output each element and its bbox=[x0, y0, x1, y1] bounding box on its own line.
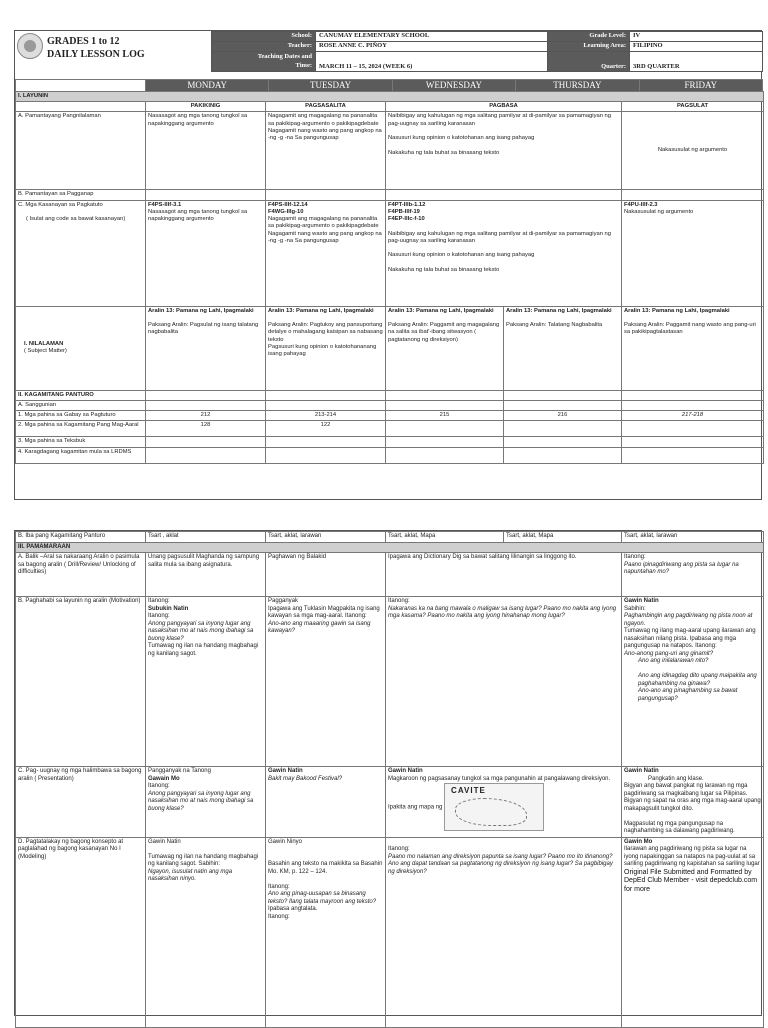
tb-thu bbox=[504, 437, 622, 447]
skill-pagsasalita: PAGSASALITA bbox=[266, 102, 386, 112]
gabay-mon: 212 bbox=[146, 411, 266, 421]
aralin-thu: Aralin 13: Pamana ng Lahi, Ipagmalaki bbox=[506, 307, 612, 314]
day-header-blank bbox=[16, 80, 146, 92]
row-label-balik-aral: A. Balik –Aral sa nakaraang Aralin o pasimula sa bagong aralin ( Drill/Review/ Unlocking of difficulties) bbox=[16, 553, 146, 597]
kag-fri bbox=[622, 390, 764, 400]
cell-b-friday bbox=[622, 190, 764, 200]
lesson-log-page-1 bbox=[14, 30, 762, 500]
tb-tue bbox=[266, 437, 386, 447]
lr-mon bbox=[146, 447, 266, 463]
grade-value: IV bbox=[630, 32, 763, 42]
lr-wed bbox=[386, 447, 504, 463]
a-wed-text-1: Naibibigay ang kahulugan ng mga salitang pamilyar at di-pamilyar sa pamamagiyan ng pag-uugnay sa sariling karanasan bbox=[388, 113, 611, 127]
tb-wed bbox=[386, 437, 504, 447]
cell-a-friday: Nakasusulat ng argumento bbox=[622, 112, 764, 190]
row-label-iba-pang-kagamitan: B. Iba pang Kagamitang Panturo bbox=[16, 532, 146, 543]
skill-pagsulat: PAGSULAT bbox=[622, 102, 764, 112]
lm-tue: 122 bbox=[266, 421, 386, 437]
pres-fri-2: Pangkatin ang klase. bbox=[648, 775, 704, 782]
dates-label-1: Teaching Dates and bbox=[257, 53, 312, 60]
school-label: School: bbox=[212, 32, 316, 42]
cell-b-wed-thu bbox=[386, 190, 622, 200]
brand-title bbox=[47, 35, 145, 61]
cell-c-monday bbox=[146, 200, 266, 306]
sang-tue bbox=[266, 400, 386, 410]
day-wednesday: WEDNESDAY bbox=[392, 80, 515, 92]
code-wed-3: F4EP-IIIc-f-10 bbox=[388, 216, 425, 223]
day-tuesday: TUESDAY bbox=[269, 80, 392, 92]
mot-fri-7: Ano ang idinagdag dito upang maipakita ang paghahambing na ginawa? bbox=[638, 673, 757, 687]
mot-mon-2: Subukin Natin bbox=[148, 605, 189, 612]
aa-fri-1: Itanong: bbox=[624, 554, 646, 560]
header bbox=[15, 31, 763, 71]
cell-nil-thursday bbox=[504, 306, 622, 390]
mot-wed-1: Itanong: bbox=[388, 598, 410, 604]
gabay-tue: 213-214 bbox=[266, 411, 386, 421]
nilalaman-sub: ( Subject Matter) bbox=[24, 348, 67, 355]
cell-nil-monday bbox=[146, 306, 266, 390]
pres-mon-4: Anong pangyayari sa inyong lugar ang nasaksihan mo at nais mong ibahagi sa buong klase? bbox=[148, 790, 254, 812]
mod-tue-6: Itanong: bbox=[268, 913, 290, 920]
kag2-tue: Tsart, aklat, larawan bbox=[266, 532, 386, 543]
kasanayan-label: C. Mga Kasanayan sa Pagkatuto bbox=[18, 201, 103, 208]
nil-tue-text-2: Pagsusuri kung opinion o katotohananang isang pahayag bbox=[268, 343, 377, 358]
c-fri-text: Nakasusulat ng argumento bbox=[624, 208, 694, 215]
quarter-value: 3RD QUARTER bbox=[630, 52, 763, 72]
row-label-pamantayan-sa-pagganap: B. Pamantayan sa Pagganap bbox=[16, 190, 146, 200]
mod-tue-5: Ipabasa angtalata. bbox=[268, 906, 318, 912]
mod-fri-1: Gawin Mo bbox=[624, 838, 653, 845]
nil-wed-text: Paksang Aralin: Paggamit ang magagalang na salita sa ibat'-ibang sitwasyon ( pagtatanong ng direksiyon) bbox=[388, 322, 500, 343]
section-layunin: I. LAYUNIN bbox=[16, 92, 764, 102]
mot-tue bbox=[266, 597, 386, 767]
aa-fri-2: Paano ipinagdiriwang ang pista sa lugar na napuntahan mo? bbox=[624, 561, 739, 575]
row-label-motivation: B. Paghahabi sa layunin ng aralin (Motivation) bbox=[16, 597, 146, 767]
cell-a-monday: Nasasagot ang mga tanong tungkol sa napakinggang argumento bbox=[146, 112, 266, 190]
teacher-value: ROSE ANNE C. PIÑOY bbox=[316, 42, 548, 52]
day-friday: FRIDAY bbox=[639, 80, 762, 92]
nilalaman-label: I. NILALAMAN bbox=[24, 340, 64, 347]
lr-tue bbox=[266, 447, 386, 463]
code-fri: F4PU-IIIf-2.3 bbox=[624, 201, 658, 208]
nil-fri-text: Paksang Aralin: Paggamit nang wasto ang pang-uri sa pakikipagtalastasan bbox=[624, 322, 756, 336]
aa-mon: Unang pagsusulit Maghanda ng sampung salita mula sa ibang asignatura. bbox=[146, 553, 266, 597]
kag-thu bbox=[504, 390, 622, 400]
aa-wed-thu: Ipagawa ang Dictionary Dig sa bawat salitang lilinangin sa linggong ito. bbox=[386, 553, 622, 597]
pres-fri-3: Bigyan ang bawat pangkat ng larawan ng mga pagdiriwang sa magkaibang lugar sa Pilipinas. Bigyan ng sapat na oras ang mga mag-aaral upang makapagsulit tungkol dito. bbox=[624, 783, 761, 812]
pres-fri-4: Magpasulat ng mga pangungusap na naghahambing sa dalawang pagdiriwang. bbox=[624, 820, 735, 834]
kag-tue bbox=[266, 390, 386, 400]
row-label-kasanayan bbox=[16, 200, 146, 306]
day-monday: MONDAY bbox=[146, 80, 269, 92]
mot-tue-2: Ipagawa ang Tuklasin Magpakita ng isang kawayan sa mga mag-aaral. Itanong: bbox=[268, 605, 380, 619]
mod-tue bbox=[266, 837, 386, 1027]
mod-mon-1: Gawin Natin bbox=[148, 838, 181, 845]
sang-mon bbox=[146, 400, 266, 410]
brand-line-1: GRADES 1 to 12 bbox=[47, 36, 120, 47]
code-mon: F4PS-IIIf-3.1 bbox=[148, 201, 182, 208]
mod-tue-3: Itanong: bbox=[268, 883, 290, 890]
kag2-thu: Tsart, aklat, Mapa bbox=[504, 532, 622, 543]
lesson-table-1 bbox=[15, 91, 764, 464]
mod-mon-3: Ngayon, isusulat natin ang mga nasaksihan ninyo. bbox=[148, 868, 233, 882]
pres-wed-3: Ipakita ang mapa ng bbox=[388, 804, 443, 811]
lm-wed bbox=[386, 421, 504, 437]
c-wed-text-3: Nakakuha ng tala buhat sa binasang teksto bbox=[388, 266, 500, 273]
mot-mon-1: Itanong: bbox=[148, 598, 170, 604]
mod-wed-thu bbox=[386, 837, 622, 1027]
aralin-wed: Aralin 13: Pamana ng Lahi, Ipagmalaki bbox=[388, 307, 494, 314]
map-label: CAVITE bbox=[451, 786, 486, 795]
row-label-pamantayang-pangnilalaman: A. Pamantayang Pangnilalaman bbox=[16, 112, 146, 190]
mot-mon-4: Anong pangyayari sa inyong lugar ang nasaksihan mo at nais mong ibahagi sa buong klase? bbox=[148, 620, 254, 642]
skill-pagbasa: PAGBASA bbox=[386, 102, 622, 112]
row-label-kagamitang-panturo: II. KAGAMITANG PANTURO bbox=[16, 390, 146, 400]
cell-b-monday bbox=[146, 190, 266, 200]
row-label-kagamitang-mag-aaral: 2. Mga pahina sa Kagamitang Pang Mag-Aaral bbox=[16, 421, 146, 437]
aralin-fri: Aralin 13: Pamana ng Lahi, Ipagmalaki bbox=[624, 307, 730, 314]
nil-mon-text: Paksang Aralin: Pagsulat ng isang talatang nagbabalita bbox=[148, 322, 259, 336]
mot-fri bbox=[622, 597, 764, 767]
mot-tue-3: Ano-ano ang maaaring gawin sa isang kawayan? bbox=[268, 620, 371, 634]
pres-tue-2: Bakit may Bakood Festival? bbox=[268, 775, 343, 782]
mot-wed-2: Nakaranas ka na bang mawala o maligaw sa isang lugar? Paano mo nakita ang iyong mga kasama? Paano mo nakita ang iyong hinahanap mong lugar? bbox=[388, 605, 617, 619]
dates-value: MARCH 11 – 15, 2024 (WEEK 6) bbox=[316, 52, 548, 72]
lr-fri bbox=[622, 447, 764, 463]
deped-club-watermark: Original File Submitted and Formatted by DepEd Club Member - visit depedclub.com for more bbox=[624, 868, 758, 893]
lr-thu bbox=[504, 447, 622, 463]
mod-mon bbox=[146, 837, 266, 1027]
mod-tue-4: Ano ang pinag-uusapan sa binasang teksto? Ilang talata mayroon ang teksto? bbox=[268, 891, 377, 905]
area-label: Learning Area: bbox=[548, 42, 630, 52]
lm-mon: 128 bbox=[146, 421, 266, 437]
code-tue-1: F4PS-IIIf-12.14 bbox=[268, 201, 308, 208]
cell-a-wednesday-thursday bbox=[386, 112, 622, 190]
skill-pakikinig: PAKIKINIG bbox=[146, 102, 266, 112]
cell-nil-tuesday bbox=[266, 306, 386, 390]
mot-fri-4: Tumawag ng ilang mag-aaral upang ilarawan ang nasaksihan nilang pista. Ipabasa ang mga pangungusap na natapos. Itanong: bbox=[624, 628, 756, 649]
row-label-teksbuk: 3. Mga pahina sa Teksbuk bbox=[16, 437, 146, 447]
code-tue-2: F4WG-IIIg-10 bbox=[268, 208, 304, 215]
pres-mon-1: Pangganyak na Tanong bbox=[148, 768, 211, 774]
aa-tue: Paghawan ng Balakid bbox=[266, 553, 386, 597]
kag2-wed: Tsart, aklat, Mapa bbox=[386, 532, 504, 543]
mod-wed-1: Itanong: bbox=[388, 846, 410, 852]
mod-tue-1: Gawin Ninyo bbox=[268, 838, 303, 845]
area-value: FILIPINO bbox=[630, 42, 763, 52]
aralin-mon: Aralin 13: Pamana ng Lahi, Ipagmalaki bbox=[148, 307, 254, 314]
row-label-modeling: D. Pagtatalakay ng bagong konsepto at paglalahad ng bagong kasanayan No I (Modeling) bbox=[16, 837, 146, 1027]
mot-fri-2: Sabihin: bbox=[624, 605, 646, 612]
cavite-map-image bbox=[444, 783, 544, 831]
pres-mon bbox=[146, 767, 266, 838]
nil-thu-text: Paksang Aralin: Talatang Nagbabalita bbox=[506, 322, 603, 329]
row-label-sanggunian: A. Sanggunian bbox=[16, 400, 146, 410]
row-label-lrdms: 4. Karagdagang kagamitan mula sa LRDMS bbox=[16, 447, 146, 463]
kag2-fri: Tsart, aklat, larawan bbox=[622, 532, 764, 543]
day-thursday: THURSDAY bbox=[516, 80, 639, 92]
kag-mon bbox=[146, 390, 266, 400]
mot-fri-3: Paghambingin ang pagdiriwang ng pista noon at ngayon. bbox=[624, 613, 753, 627]
a-wed-text-2: Nasusuri kung opinion o katotohanan ang isang pahayag bbox=[388, 135, 535, 142]
school-value: CANUMAY ELEMENTARY SCHOOL bbox=[316, 32, 548, 42]
lesson-log-page-2 bbox=[14, 530, 762, 1016]
mot-mon bbox=[146, 597, 266, 767]
sang-thu bbox=[504, 400, 622, 410]
a-wed-text-3: Nakakuha ng tala buhat sa binasang teksto bbox=[388, 149, 500, 156]
mot-fri-5: Ano-anong pang-uri ang ginamit? bbox=[624, 650, 714, 657]
brand-line-2: DAILY LESSON LOG bbox=[47, 49, 145, 60]
c-wed-text-2: Nasusuri kung opinion o katotohanan ang isang pahayag bbox=[388, 252, 535, 259]
pres-wed-thu bbox=[386, 767, 622, 838]
kag-wed bbox=[386, 390, 504, 400]
c-mon-text: Nasasagot ang mga tanong tungkol sa napakinggang argumento bbox=[148, 208, 248, 223]
info-table bbox=[211, 31, 763, 72]
cell-c-tuesday bbox=[266, 200, 386, 306]
pres-wed-2: Magkaroon ng pagsasanay tungkol sa mga pangunahin at pangalawang direksiyon. bbox=[388, 775, 611, 782]
mod-fri-2: Ilarawan ang pagdiriwang ng pista sa lugar na iyong napakinggan sa natapos na pag-uulat at sa sariling pagdiriwang ng kapistahan sa sariling lugar bbox=[624, 846, 760, 867]
cell-b-tuesday bbox=[266, 190, 386, 200]
pres-mon-2: Gawain Mo bbox=[148, 775, 180, 782]
row-label-presentation: C. Pag- uugnay ng mga halimbawa sa bagong aralin ( Presentation) bbox=[16, 767, 146, 838]
pres-fri-1: Gawin Natin bbox=[624, 768, 659, 774]
mot-mon-3: Itanong: bbox=[148, 613, 170, 619]
cell-nil-friday bbox=[622, 306, 764, 390]
c-wed-text-1: Naibibigay ang kahulugan ng mga salitang pamilyar at di-pamilyar sa pamamagiyan ng pag-uugnay sa sariling karanasan bbox=[388, 230, 611, 244]
row-label-gabay: 1. Mga pahina sa Gabay sa Pagtuturo bbox=[16, 411, 146, 421]
row-label-nilalaman bbox=[16, 306, 146, 390]
pres-wed-1: Gawin Natin bbox=[388, 768, 423, 774]
mod-wed-2: Paano mo nalaman ang direksiyon papunta sa isang lugar? Paano mo ito itinanong? Ano ang dapat tandaan sa pagtatanong ng direksiyon ng isang lugar? Sa pagbibigay ng direksiyon? bbox=[388, 853, 613, 875]
mod-mon-2: Tumawag ng ilan na handang magbahagi ng kanilang sagot. Sabihin: bbox=[148, 853, 259, 867]
deped-seal-icon bbox=[17, 33, 43, 59]
skills-blank bbox=[16, 102, 146, 112]
quarter-label: Quarter: bbox=[548, 52, 630, 72]
mod-fri bbox=[622, 837, 764, 1027]
tb-fri bbox=[622, 437, 764, 447]
mot-wed-thu bbox=[386, 597, 622, 767]
pres-fri bbox=[622, 767, 764, 838]
mot-mon-5: Tumawag ng ilan na handang magbahagi ng kanilang sagot. bbox=[148, 643, 259, 657]
kasanayan-note: ( Isulat ang code sa bawat kasanayan) bbox=[26, 216, 126, 223]
code-wed-2: F4PB-IIIf-19 bbox=[388, 208, 420, 215]
dates-label bbox=[212, 52, 316, 72]
sang-wed bbox=[386, 400, 504, 410]
pres-tue bbox=[266, 767, 386, 838]
mod-tue-2: Basahin ang teksto na makikita sa Basahin Mo. KM, p. 122 – 124. bbox=[268, 861, 383, 875]
lm-thu bbox=[504, 421, 622, 437]
cell-nil-wednesday bbox=[386, 306, 504, 390]
mot-tue-1: Pagganyak bbox=[268, 598, 299, 604]
gabay-fri: 217-218 bbox=[622, 411, 764, 421]
cell-a-tuesday: Nagagamit ang magagalang na pananalita sa pakikipag-argumento o pakikipagdebate Nagagamit nang wasto ang pang angkop na -ng -g -na Sa pangungusap bbox=[266, 112, 386, 190]
pres-mon-3: Itanong: bbox=[148, 783, 170, 789]
mot-fri-6: Ano ang inilalarawan nito? bbox=[638, 658, 709, 664]
aralin-tue: Aralin 13: Pamana ng Lahi, Ipagmalaki bbox=[268, 307, 374, 314]
aa-fri bbox=[622, 553, 764, 597]
tb-mon bbox=[146, 437, 266, 447]
mot-fri-8: Ano-ano ang pinaghambing sa bawat pangungusap? bbox=[638, 688, 738, 702]
gabay-wed: 215 bbox=[386, 411, 504, 421]
sang-fri bbox=[622, 400, 764, 410]
code-wed-1: F4PT-IIIb-1.12 bbox=[388, 201, 426, 208]
grade-label: Grade Level: bbox=[548, 32, 630, 42]
cell-c-wednesday-thursday bbox=[386, 200, 622, 306]
section-pamamaraan: III. PAMAMARAAN bbox=[16, 542, 764, 553]
teacher-label: Teacher: bbox=[212, 42, 316, 52]
pres-tue-1: Gawin Natin bbox=[268, 768, 303, 774]
gabay-thu: 216 bbox=[504, 411, 622, 421]
cell-c-friday bbox=[622, 200, 764, 306]
kag2-mon: Tsart , aklat bbox=[146, 532, 266, 543]
lesson-table-2 bbox=[15, 531, 764, 1028]
nil-tue-text-1: Paksang Aralin: Pagtukoy ang pansuportang detalye o mahalagang kaisipan sa nabasang teksto bbox=[268, 322, 383, 343]
lm-fri bbox=[622, 421, 764, 437]
mot-fri-1: Gawin Natin bbox=[624, 598, 659, 604]
c-tue-text: Nagagamit ang magagalang na pananalita sa pakikipag-argumento o pakikipagdebate Nagagamit nang wasto ang pang angkop na -ng -g -na Sa pangungusap bbox=[268, 216, 382, 244]
dates-label-2: Time: bbox=[295, 62, 312, 69]
